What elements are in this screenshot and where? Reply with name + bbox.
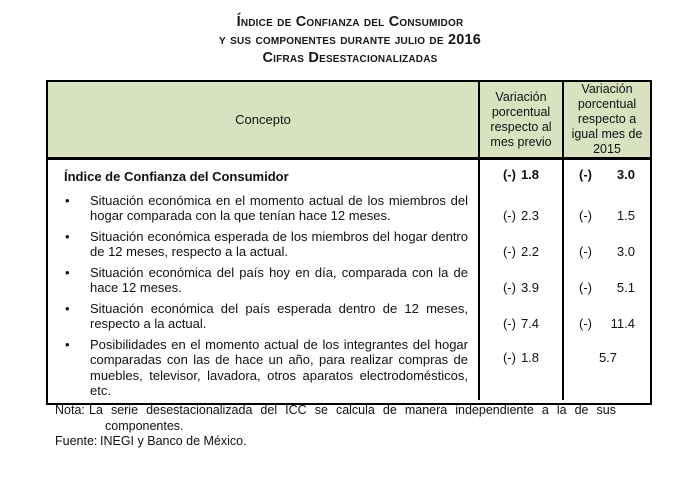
table-row — [48, 160, 650, 189]
value-number: 3.9 — [520, 279, 540, 295]
value-number: 2.3 — [520, 207, 540, 223]
bullet-icon — [65, 337, 70, 353]
value-number: 1.8 — [520, 166, 540, 182]
prev-month-value — [478, 225, 562, 261]
header-variacion-mes-previo: Variación porcentual respecto al mes previo — [478, 82, 562, 157]
value-number: 2.2 — [520, 243, 540, 259]
prev-year-value — [562, 189, 650, 225]
nota-text: La serie desestacionalizada del ICC se calcula de manera independiente a la de sus componentes. — [89, 403, 616, 433]
prev-year-value — [562, 225, 650, 261]
concept-cell — [48, 333, 478, 400]
value-number: 7.4 — [520, 315, 540, 331]
prev-year-value — [562, 297, 650, 333]
value-number: 1.5 — [616, 207, 635, 223]
nota-label: Nota: — [55, 403, 85, 417]
table-row — [48, 333, 650, 400]
table-row — [48, 189, 650, 225]
concept-cell — [48, 261, 478, 297]
concept-text: Índice de Confianza del Consumidor — [64, 169, 289, 184]
title-line-2: y sus componentes durante julio de 2016 — [218, 32, 482, 48]
header-concepto: Concepto — [235, 112, 291, 127]
negative-sign: (-) — [579, 315, 592, 331]
prev-month-value — [478, 333, 562, 400]
negative-sign: (-) — [502, 279, 516, 295]
concept-text: Situación económica en el momento actual de los miembros del hogar comparada con la que tenían hace 12 meses. — [90, 192, 468, 223]
negative-sign: (-) — [502, 349, 516, 365]
table-row — [48, 225, 650, 261]
concept-cell — [48, 160, 478, 189]
concept-text: Situación económica del país hoy en día, comparada con la de hace 12 meses. — [90, 264, 468, 295]
concept-cell — [48, 225, 478, 261]
concept-text: Posibilidades en el momento actual de los integrantes del hogar comparadas con las de hace un año, para realizar compras de muebles, televisor, lavadora, otros aparatos electrodomésticos, etc. — [90, 336, 468, 398]
prev-year-value — [562, 160, 650, 189]
prev-year-value — [562, 261, 650, 297]
negative-sign: (-) — [579, 279, 592, 295]
concept-text: Situación económica esperada de los miembros del hogar dentro de 12 meses, respecto a la actual. — [90, 228, 468, 259]
prev-month-value — [478, 189, 562, 225]
value-number: 5.1 — [616, 279, 635, 295]
bullet-icon — [65, 265, 70, 281]
footnotes — [55, 403, 620, 450]
table-body — [48, 160, 650, 403]
value-number: 5.7 — [598, 349, 618, 365]
negative-sign: (-) — [502, 243, 516, 259]
negative-sign: (-) — [502, 315, 516, 331]
value-number: 1.8 — [520, 349, 540, 365]
fuente-text: INEGI y Banco de México. — [100, 434, 247, 448]
negative-sign: (-) — [579, 243, 592, 259]
negative-sign: (-) — [579, 166, 592, 182]
concept-cell — [48, 297, 478, 333]
value-number: 3.0 — [616, 166, 635, 182]
bullet-icon — [65, 193, 70, 209]
prev-month-value — [478, 297, 562, 333]
value-number: 3.0 — [616, 243, 635, 259]
consumer-confidence-table — [46, 80, 652, 405]
prev-month-value — [478, 160, 562, 189]
table-row — [48, 261, 650, 297]
nota-row — [55, 403, 620, 434]
fuente-label: Fuente: — [55, 434, 98, 448]
page-title — [0, 13, 700, 67]
table-row — [48, 297, 650, 333]
prev-year-value — [562, 333, 650, 400]
prev-month-value — [478, 261, 562, 297]
fuente-row — [55, 434, 620, 450]
table-header-row — [48, 82, 650, 160]
header-variacion-igual-mes: Variación porcentual respecto a igual mes de 2015 — [562, 82, 650, 157]
negative-sign: (-) — [502, 166, 516, 182]
title-line-3: Cifras Desestacionalizadas — [262, 50, 438, 66]
bullet-icon — [65, 229, 70, 245]
value-number: 11.4 — [610, 315, 635, 331]
concept-text: Situación económica del país esperada dentro de 12 meses, respecto a la actual. — [90, 300, 468, 331]
title-line-1: Índice de Confianza del Consumidor — [236, 14, 464, 30]
negative-sign: (-) — [579, 207, 592, 223]
concept-cell — [48, 189, 478, 225]
bullet-icon — [65, 301, 70, 317]
negative-sign: (-) — [502, 207, 516, 223]
